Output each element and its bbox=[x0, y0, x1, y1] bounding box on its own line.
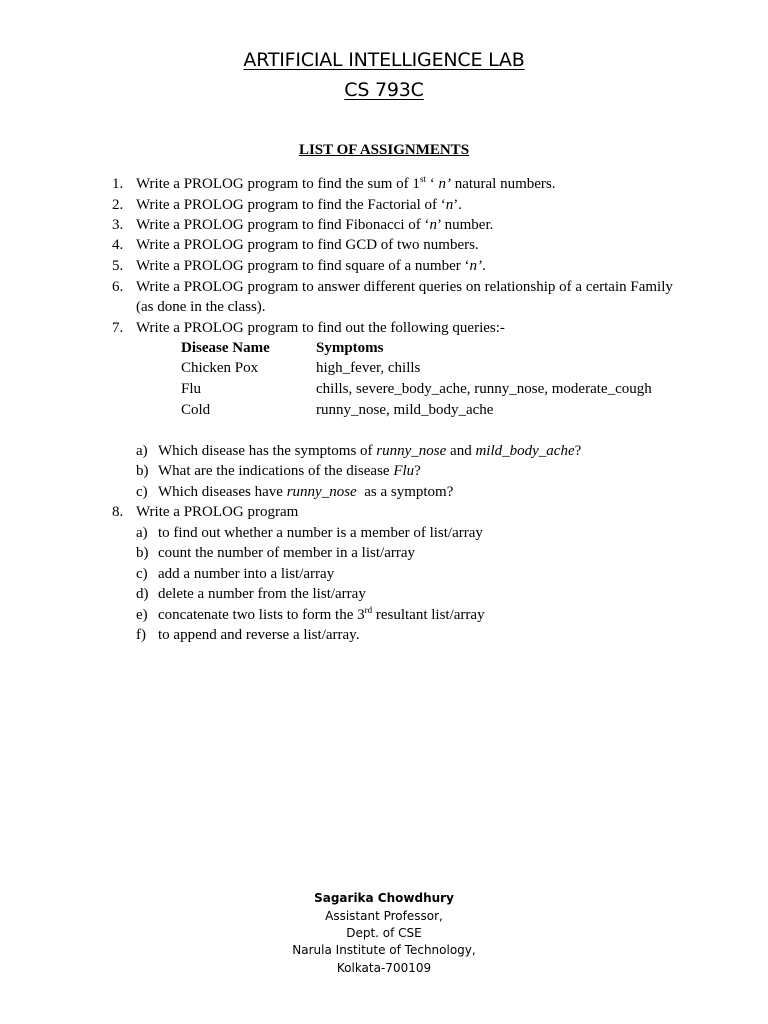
symptoms-cell: high_fever, chills bbox=[316, 360, 421, 376]
sub-item-label: f) bbox=[136, 627, 146, 643]
course-code: CS 793C bbox=[344, 79, 424, 101]
sub-item-text: count the number of member in a list/array bbox=[158, 545, 415, 561]
sub-item-label: e) bbox=[136, 607, 148, 623]
item-text: (as done in the class). bbox=[136, 299, 266, 315]
sub-item-label: c) bbox=[136, 484, 148, 500]
author-institute: Narula Institute of Technology, bbox=[292, 943, 476, 957]
item-number: 4. bbox=[112, 237, 124, 253]
author-city: Kolkata-700109 bbox=[336, 961, 432, 975]
document-title: ARTIFICIAL INTELLIGENCE LAB bbox=[243, 49, 525, 71]
sub-item-label: b) bbox=[136, 463, 149, 479]
sub-item-text: add a number into a list/array bbox=[158, 566, 335, 582]
sub-item-label: c) bbox=[136, 566, 148, 582]
symptoms-cell: chills, severe_body_ache, runny_nose, moderate_cough bbox=[316, 381, 652, 397]
sub-item-label: a) bbox=[136, 443, 148, 459]
sub-item-text: to find out whether a number is a member of list/array bbox=[158, 525, 483, 541]
item-number: 6. bbox=[112, 279, 124, 295]
section-heading: LIST OF ASSIGNMENTS bbox=[298, 142, 470, 158]
sub-item-label: a) bbox=[136, 525, 148, 541]
symptoms-cell: runny_nose, mild_body_ache bbox=[316, 402, 494, 418]
author-designation: Assistant Professor, bbox=[325, 909, 443, 923]
column-header-symptoms: Symptoms bbox=[316, 340, 384, 356]
disease-cell: Flu bbox=[181, 381, 202, 397]
item-text: Write a PROLOG program to find square of a number ‘n’. bbox=[136, 258, 486, 274]
item-number: 8. bbox=[112, 504, 124, 520]
sub-item-label: d) bbox=[136, 586, 149, 602]
disease-cell: Chicken Pox bbox=[181, 360, 259, 376]
item-text: Write a PROLOG program to find the Factorial of ‘n’. bbox=[136, 197, 462, 213]
sub-item-text: Which disease has the symptoms of runny_nose and mild_body_ache? bbox=[158, 443, 582, 459]
item-number: 2. bbox=[112, 197, 124, 213]
item-text: Write a PROLOG program to find Fibonacci of ‘n’ number. bbox=[136, 217, 494, 233]
item-text: Write a PROLOG program to answer different queries on relationship of a certain Family bbox=[136, 279, 673, 295]
author-department: Dept. of CSE bbox=[346, 926, 422, 940]
item-number: 7. bbox=[112, 320, 124, 336]
sub-item-text: What are the indications of the disease Flu? bbox=[158, 463, 421, 479]
item-text: Write a PROLOG program to find out the following queries:- bbox=[136, 320, 505, 336]
item-text: Write a PROLOG program to find GCD of two numbers. bbox=[136, 237, 479, 253]
item-number: 1. bbox=[112, 176, 124, 192]
column-header-disease: Disease Name bbox=[181, 340, 270, 356]
sub-item-text: concatenate two lists to form the 3rd resultant list/array bbox=[158, 605, 485, 623]
sub-item-label: b) bbox=[136, 545, 149, 561]
sub-item-text: Which diseases have runny_nose as a symptom? bbox=[158, 484, 454, 500]
author-name: Sagarika Chowdhury bbox=[314, 891, 454, 905]
item-number: 3. bbox=[112, 217, 124, 233]
item-text: Write a PROLOG program bbox=[136, 504, 299, 520]
sub-item-text: to append and reverse a list/array. bbox=[158, 627, 360, 643]
disease-cell: Cold bbox=[181, 402, 211, 418]
sub-item-text: delete a number from the list/array bbox=[158, 586, 366, 602]
item-number: 5. bbox=[112, 258, 124, 274]
item-text: Write a PROLOG program to find the sum of 1st ‘ n’ natural numbers. bbox=[136, 174, 556, 192]
